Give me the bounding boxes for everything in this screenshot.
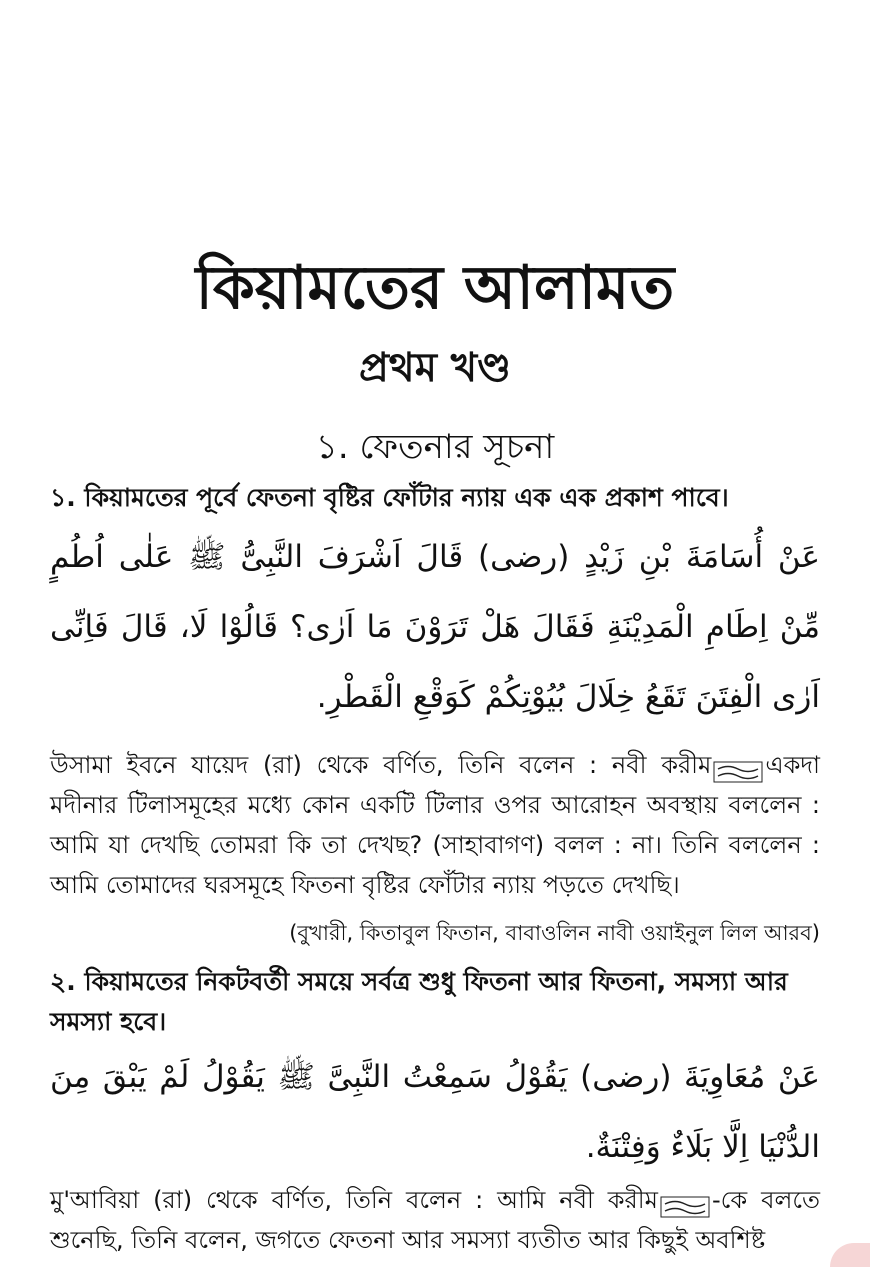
hadith-2-translation-start: মু'আবিয়া (রা) থেকে বর্ণিত, তিনি বলেন : আমি নবী করীম [50,1186,658,1214]
page-title: কিয়ামতের আলামত [195,253,675,323]
hadith-1-translation-start: উসামা ইবনে যায়েদ (রা) থেকে বর্ণিত, তিনি বলেন : নবী করীম [50,751,712,779]
hadith-1-translation [50,745,820,905]
hadith-2-translation-end: -কে বলতে শুনেছি, তিনি বলেন, জগতে ফেতনা আর সমস্যা ব্যতীত আর কিছুই অবশিষ্ট [50,1186,820,1254]
hadith-1-arabic: عَنْ أُسَامَةَ بْنِ زَيْدٍ (رضى) قَالَ اَشْرَفَ النَّبِىُّ ﷺ عَلٰى اُطُمٍ مِّنْ اِطَامِ الْمَدِيْنَةِ فَقَالَ هَلْ تَرَوْنَ مَا اَرٰى؟ قَالُوْا لَا، قَالَ فَاِنِّى اَرٰى الْفِتَنَ تَقَعُ خِلَالَ بُيُوْتِكُمْ كَوَقْعِ الْقَطْرِ. [50,539,820,715]
salutation-seal-icon [660,1190,710,1212]
page-corner-mark [830,1243,870,1267]
hadith-2-translation [50,1180,820,1260]
hadith-2-arabic: عَنْ مُعَاوِيَةَ (رضى) يَقُوْلُ سَمِعْتُ النَّبِىَّ ﷺ يَقُوْلُ لَمْ يَبْقَ مِنَ الدُّنْيَا اِلَّا بَلَاءٌ وَفِتْنَةٌ. [50,1059,820,1165]
salutation-seal-icon [713,755,763,777]
hadith-2-heading: ২. কিয়ামতের নিকটবর্তী সময়ে সর্বত্র শুধু ফিতনা আর ফিতনা, সমস্যা আর সমস্যা হবে। [50,967,788,1036]
page-subtitle: প্রথম খণ্ড [358,345,512,391]
chapter-heading: ১. ফেতনার সূচনা [315,427,555,467]
hadith-1-heading: ১. কিয়ামতের পূর্বে ফেতনা বৃষ্টির ফোঁটার ন্যায় এক এক প্রকাশ পাবে। [50,483,729,512]
hadith-1-translation-end: একদা মদীনার টিলাসমূহের মধ্যে কোন একটি টিলার ওপর আরোহন অবস্থায় বললেন : আমি যা দেখছি তোমরা কি তা দেখছ? (সাহাবাগণ) বলল : না। তিনি বললেন : আমি তোমাদের ঘরসমূহে ফিতনা বৃষ্টির ফোঁটার ন্যায় পড়তে দেখছি। [50,751,820,899]
hadith-1-reference: (বুখারী, কিতাবুল ফিতান, বাবাওলিন নাবী ওয়াইনুল লিল আরব) [289,921,820,945]
